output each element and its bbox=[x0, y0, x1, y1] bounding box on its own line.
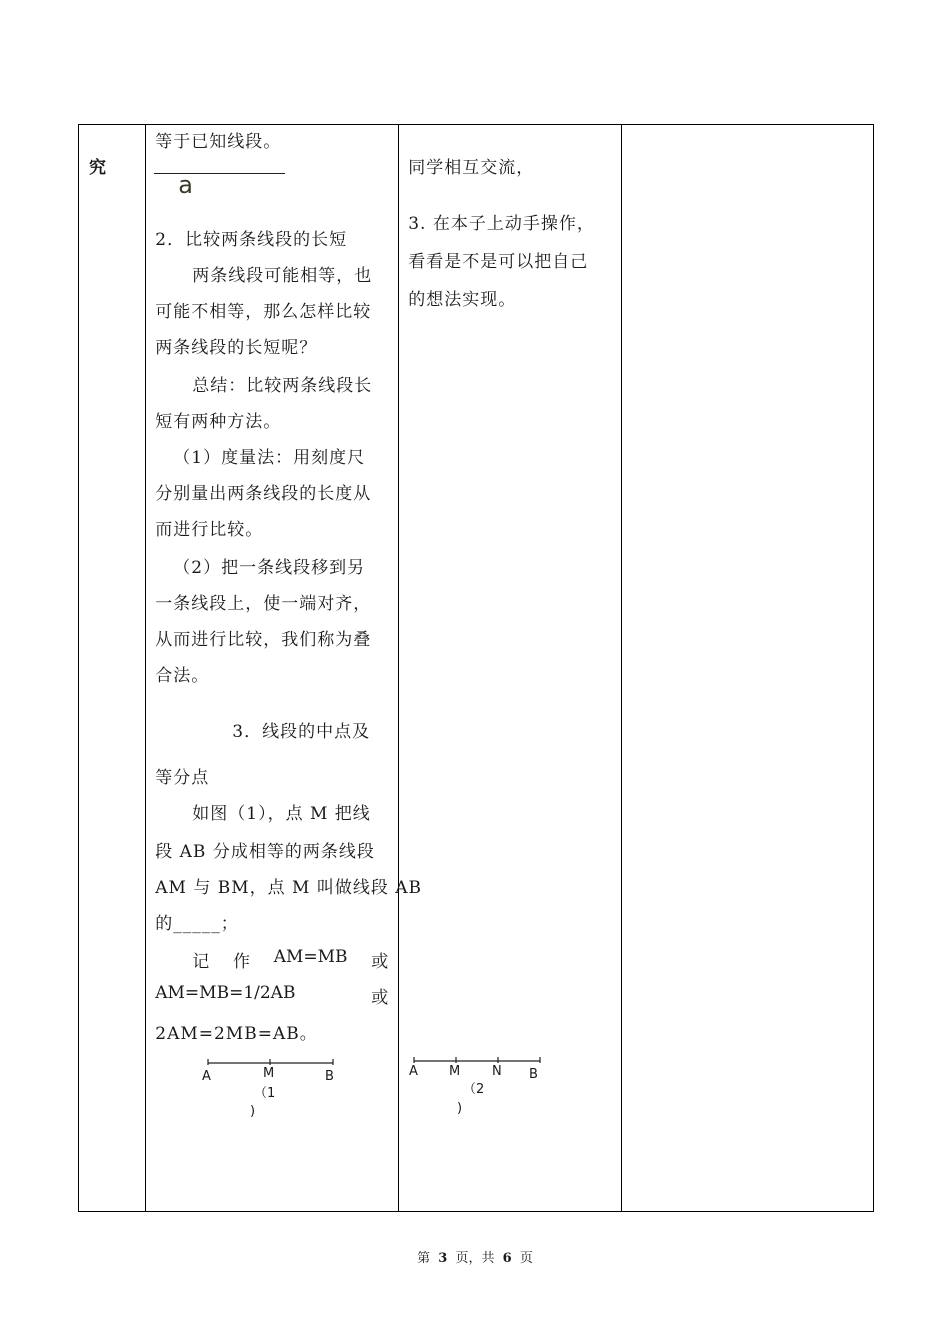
segment-a-line bbox=[154, 173, 285, 174]
text-token: 或 bbox=[371, 952, 389, 972]
point-label-a: A bbox=[202, 1069, 212, 1084]
text-line: 如图（1），点 M 把线 bbox=[192, 804, 371, 824]
point-label-a: A bbox=[409, 1064, 419, 1079]
table-row bbox=[79, 125, 874, 1212]
footer-prefix: 第 bbox=[417, 1251, 431, 1266]
text-line: 等于已知线段。 bbox=[155, 132, 282, 152]
section-label: 究 bbox=[89, 158, 106, 178]
text-line: 总结：比较两条线段长 bbox=[192, 376, 373, 396]
point-label-b: B bbox=[529, 1067, 539, 1082]
footer-suffix: 页 bbox=[519, 1251, 533, 1266]
teaching-content-cell bbox=[146, 125, 423, 1212]
figure-caption: ) bbox=[457, 1101, 463, 1116]
point-label-m: M bbox=[449, 1064, 461, 1079]
text-line: 可能不相等，那么怎样比较 bbox=[155, 302, 372, 322]
text-line: 短有两种方法。 bbox=[155, 412, 282, 432]
current-page-number: 3 bbox=[438, 1251, 448, 1266]
text-line: （2）把一条线段移到另 bbox=[173, 558, 366, 578]
text-token: 或 bbox=[371, 988, 389, 1008]
total-page-count: 6 bbox=[502, 1251, 512, 1266]
text-line: 的_____； bbox=[155, 914, 239, 934]
text-token: AM=MB bbox=[273, 947, 348, 967]
text-line: AM 与 BM，点 M 叫做线段 AB bbox=[155, 878, 423, 898]
point-label-n: N bbox=[492, 1064, 502, 1079]
lesson-table bbox=[78, 124, 874, 1212]
figure-caption: （1 bbox=[254, 1086, 276, 1101]
text-token: AM=MB=1/2AB bbox=[155, 983, 296, 1003]
section-label-cell bbox=[79, 125, 146, 1212]
text-line: 一条线段上，使一端对齐， bbox=[155, 594, 372, 614]
text-line: 看看是不是可以把自己 bbox=[408, 252, 589, 272]
text-line: 2AM=2MB=AB。 bbox=[155, 1024, 318, 1044]
figure-caption: ) bbox=[250, 1104, 256, 1119]
segment-a-label: a bbox=[178, 171, 193, 199]
text-line: 同学相互交流， bbox=[408, 158, 535, 178]
student-activity-cell bbox=[399, 125, 622, 1212]
figure-caption: （2 bbox=[463, 1082, 485, 1097]
figure-2 bbox=[405, 1051, 555, 1125]
text-line: 段 AB 分成相等的两条线段 bbox=[155, 842, 375, 862]
heading-midpoint: 3．线段的中点及 bbox=[232, 722, 371, 742]
figure-2-svg bbox=[405, 1051, 555, 1121]
page-footer bbox=[0, 1247, 950, 1266]
text-token: 记 bbox=[192, 952, 210, 972]
text-line: 等分点 bbox=[155, 768, 210, 788]
record-line-2 bbox=[155, 983, 388, 1008]
footer-middle: 页，共 bbox=[455, 1251, 495, 1266]
record-line-1 bbox=[192, 947, 388, 972]
text-line: 从而进行比较，我们称为叠 bbox=[155, 630, 372, 650]
text-line: 而进行比较。 bbox=[155, 520, 264, 540]
figure-1-svg bbox=[196, 1053, 346, 1123]
heading-compare: 2．比较两条线段的长短 bbox=[155, 230, 348, 250]
text-line: 两条线段可能相等，也 bbox=[192, 266, 373, 286]
figure-1 bbox=[196, 1053, 346, 1127]
point-label-m: M bbox=[263, 1066, 275, 1081]
text-line: 两条线段的长短呢？ bbox=[155, 338, 318, 358]
text-line: 合法。 bbox=[155, 666, 210, 686]
text-line: 3. 在本子上动手操作， bbox=[408, 214, 595, 234]
point-label-b: B bbox=[325, 1069, 335, 1084]
text-line: 的想法实现。 bbox=[408, 290, 517, 310]
notes-cell bbox=[622, 125, 874, 1212]
text-line: （1）度量法：用刻度尺 bbox=[173, 448, 366, 468]
text-line: 分别量出两条线段的长度从 bbox=[155, 484, 372, 504]
text-token: 作 bbox=[232, 952, 250, 972]
